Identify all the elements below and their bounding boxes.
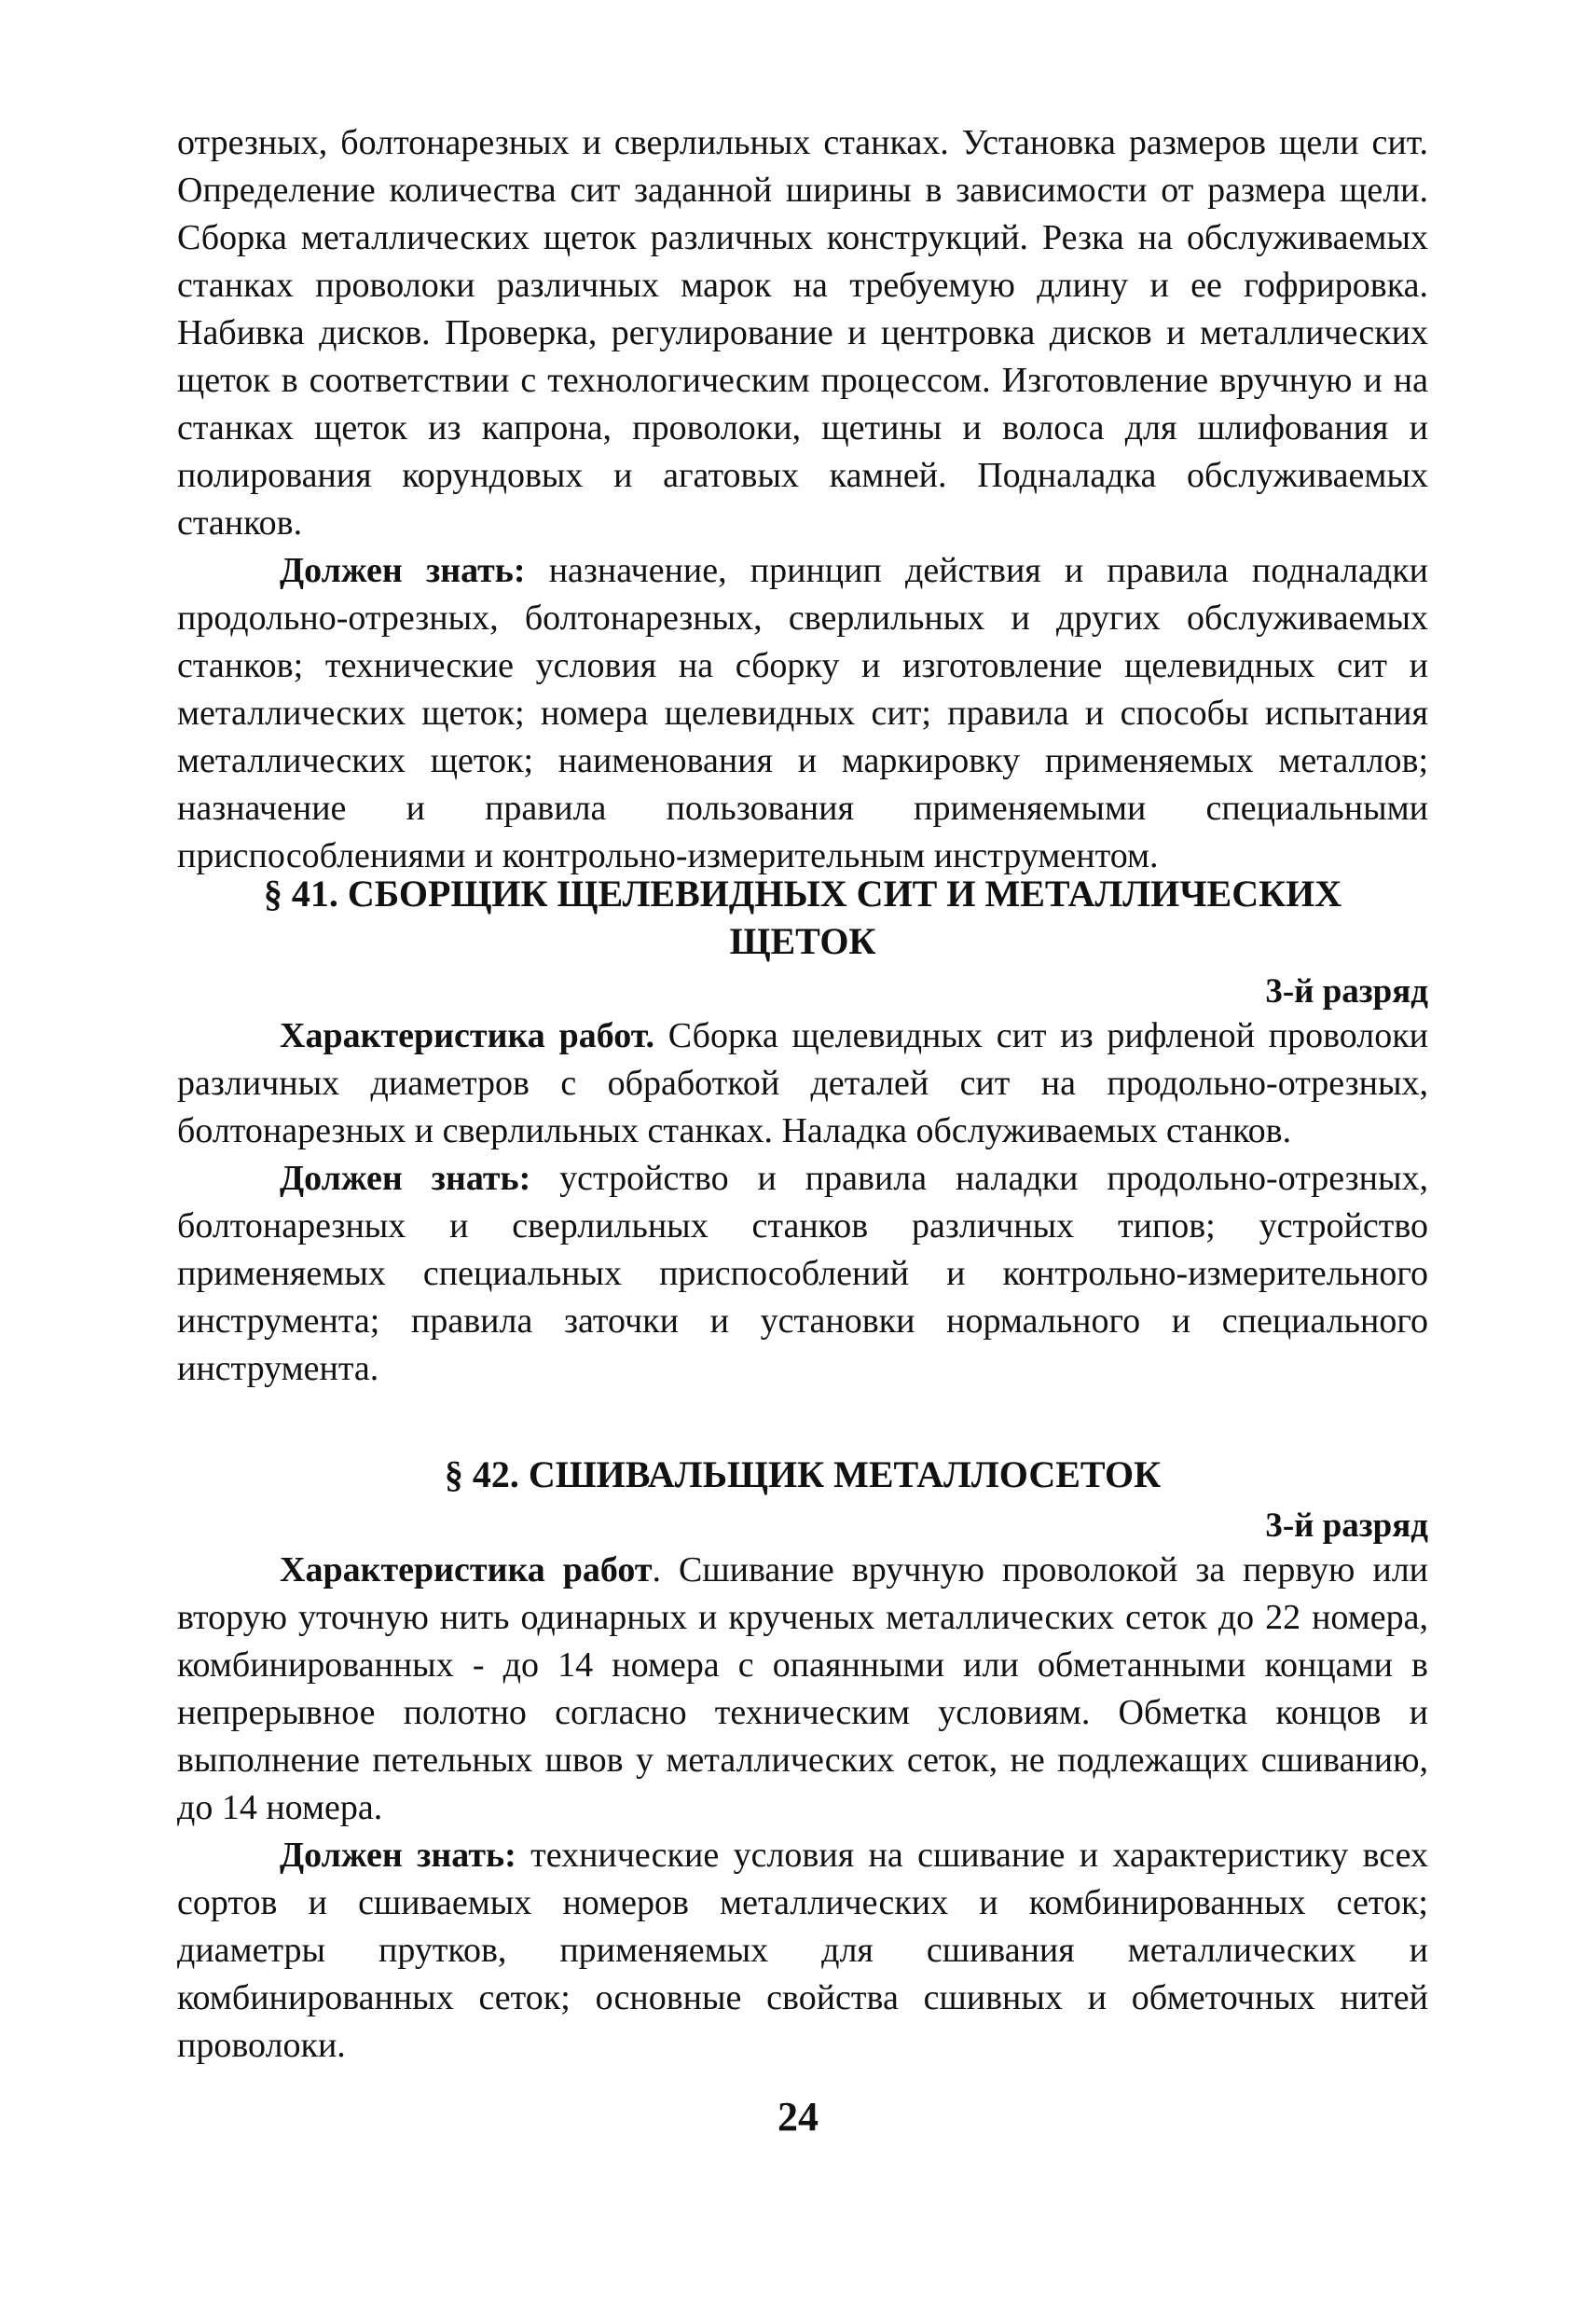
page-number: 24	[777, 2094, 819, 2140]
knowledge-lead: Должен знать:	[280, 1836, 516, 1875]
knowledge-text: назначение, принцип действия и правила подналадки продольно-отрезных, болтонарезных, сверлильных и других обслуживаемых станков; технические условия на сборку и изготовление щелевидных сит и металлических щеток; номера щелевидных сит; правила и способы испытания металлических щеток; наименования и маркировку применяемых металлов; назначение и правила пользования применяемыми специальными приспособлениями и контрольно-измерительным инструментом.	[177, 551, 1428, 875]
section-41-grade: 3-й разряд	[1265, 972, 1428, 1011]
work-text: . Сшивание вручную проволокой за первую или вторую уточную нить одинарных и крученых металлических сеток до 22 номера, комбинированных - до 14 номера с опаянными или обметанными концами в непрерывное полотно согласно техническим условиям. Обметка концов и выполнение петельных швов у металлических сеток, не подлежащих сшиванию, до 14 номера.	[177, 1550, 1428, 1827]
section-41-title-line1: § 41. СБОРЩИК ЩЕЛЕВИДНЫХ СИТ И МЕТАЛЛИЧЕСКИХ	[263, 873, 1342, 915]
knowledge-text: технические условия на сшивание и характеристику всех сортов и сшиваемых номеров металлических и комбинированных сеток; диаметры прутков, применяемых для сшивания металлических и комбинированных сеток; основные свойства сшивных и обметочных нитей проволоки.	[177, 1836, 1428, 2065]
work-lead: Характеристика работ.	[280, 1016, 655, 1055]
section-41-knowledge-paragraph	[177, 1155, 1428, 1393]
section-41-work-paragraph	[177, 1012, 1428, 1155]
intro-paragraph: отрезных, болтонарезных и сверлильных станках. Установка размеров щели сит. Определение количества сит заданной ширины в зависимости от размера щели. Сборка металлических щеток различных конструкций. Резка на обслуживаемых станках проволоки различных марок на требуемую длину и ее гофрировка. Набивка дисков. Проверка, регулирование и центровка дисков и металлических щеток в соответствии с технологическим процессом. Изготовление вручную и на станках щеток из капрона, проволоки, щетины и волоса для шлифования и полирования корундовых и агатовых камней. Подналадка обслуживаемых станков.	[177, 123, 1428, 543]
intro-knowledge-paragraph	[177, 547, 1428, 880]
section-41-block	[177, 1012, 1428, 1393]
section-42-block	[177, 1547, 1428, 2070]
section-42-title: § 42. СШИВАЛЬЩИК МЕТАЛЛОСЕТОК	[444, 1453, 1162, 1495]
work-text: Сборка щелевидных сит из рифленой проволоки различных диаметров с обработкой деталей сит на продольно-отрезных, болтонарезных и сверлильных станках. Наладка обслуживаемых станков.	[177, 1016, 1429, 1150]
knowledge-lead: Должен знать:	[280, 551, 526, 590]
intro-block	[177, 119, 1428, 880]
section-41-title-line2: ЩЕТОК	[729, 920, 876, 962]
work-lead: Характеристика работ	[280, 1550, 653, 1590]
section-42-grade: 3-й разряд	[1265, 1507, 1428, 1545]
section-42-work-paragraph	[177, 1547, 1428, 1832]
knowledge-lead: Должен знать:	[280, 1159, 531, 1198]
section-42-knowledge-paragraph	[177, 1832, 1428, 2070]
knowledge-text: устройство и правила наладки продольно-отрезных, болтонарезных и сверлильных станков различных типов; устройство применяемых специальных приспособлений и контрольно-измерительного инструмента; правила заточки и установки нормального и специального инструмента.	[177, 1159, 1428, 1388]
